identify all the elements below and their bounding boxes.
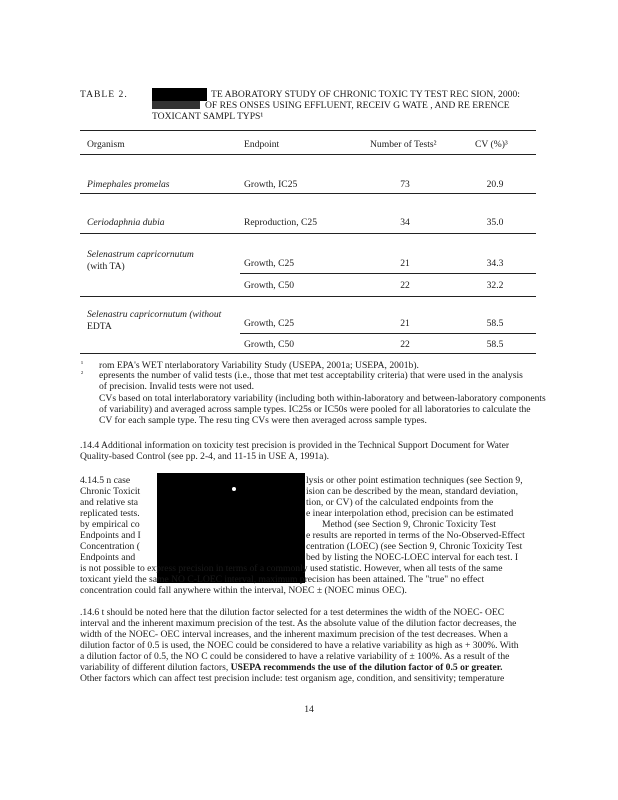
table-label: TABLE 2. [80, 89, 128, 100]
paragraph-4-14-5-line-3a: and relative sta [80, 497, 139, 508]
redaction-block [152, 88, 207, 101]
row-organism: Pimephales promelas [87, 179, 170, 190]
paragraph-4-14-5-line-5a: by empirical co [80, 519, 140, 530]
footnote-3-line-3: CV for each sample type. The resu ting CVs were then averaged across sample types. [99, 415, 427, 426]
row-endpoint: Growth, IC25 [244, 179, 298, 190]
row-endpoint: Growth, C50 [244, 339, 295, 350]
footnote-marker-1: ¹ [81, 360, 84, 368]
table-rule [80, 296, 536, 297]
paragraph-4-14-5-line-6b: e results are reported in terms of the No-Observed-Effect [306, 530, 525, 541]
paragraph-4-14-5-line-1b: lysis or other point estimation techniques (see Section 9, [306, 475, 523, 486]
footnote-2-line-2: of precision. Invalid tests were not used. [99, 381, 255, 392]
table-rule [80, 130, 536, 131]
paragraph-4-14-5-line-8a: Endpoints and [80, 552, 136, 563]
row-tests: 73 [400, 179, 410, 190]
footnote-2-line-1: epresents the number of valid tests (i.e., those that met test acceptability criteria) that were used in the analysis [99, 370, 523, 381]
paragraph-4-14-5-line-2b: ision can be described by the mean, standard deviation, [306, 486, 519, 497]
row-tests: 21 [400, 258, 410, 269]
paragraph-4-14-5-line-2a: Chronic Toxicit [80, 486, 141, 497]
paragraph-4-14-5-line-4b: e inear interpolation ethod, precision can be estimated [306, 508, 514, 519]
row-organism: Selenastrum capricornutum [87, 249, 194, 260]
row-tests: 34 [400, 217, 410, 228]
footnote-1: rom EPA's WET nterlaboratory Variability Study (USEPA, 2001a; USEPA, 2001b). [99, 360, 419, 371]
paragraph-4-14-6-line-1: .14.6 t should be noted here that the dilution factor selected for a test determines the width of the NOEC- OEC [80, 607, 505, 618]
header-endpoint: Endpoint [244, 139, 280, 150]
row-tests: 21 [400, 318, 410, 329]
row-cv: 20.9 [486, 179, 504, 190]
paragraph-4-14-6-line-7: Other factors which can affect test precision include: test organism age, condition, and sensitivity; temperature [80, 673, 505, 684]
paragraph-4-14-5-line-1a: 4.14.5 n case [80, 475, 131, 486]
paragraph-4-14-4-line-1: .14.4 Additional information on toxicity test precision is provided in the Technical Support Document for Water [80, 440, 510, 451]
redaction-block [152, 101, 200, 109]
table-rule [80, 154, 536, 155]
header-cv: CV (%)³ [475, 139, 508, 150]
row-cv: 32.2 [486, 280, 504, 291]
paragraph-4-14-6-line-4: dilution factor of 0.5 is used, the NOEC could be considered to have a relative variability as high as + 300%. With [80, 640, 519, 651]
row-cv: 34.3 [486, 258, 504, 269]
paragraph-4-14-5-line-7b: centration (LOEC) (see Section 9, Chronic Toxicity Test [306, 541, 523, 552]
paragraph-4-14-5-line-5b: Method (see Section 9, Chronic Toxicity Test [322, 519, 496, 530]
table-rule [80, 353, 536, 354]
row-tests: 22 [400, 339, 410, 350]
row-cv: 58.5 [486, 339, 504, 350]
table-caption-line-2: OF RES ONSES USING EFFLUENT, RECEIV G WATE , AND RE ERENCE [205, 100, 510, 111]
recommendation-text: USEPA recommends the use of the dilution factor of 0.5 or greater. [230, 662, 503, 673]
paragraph-4-14-5-line-11: concentration could fall anywhere within the interval, NOEC ± (NOEC minus OEC). [80, 585, 407, 596]
paragraph-4-14-4-line-2: Quality-based Control (see pp. 2-4, and 11-15 in USE A, 1991a). [80, 451, 330, 462]
row-organism-qualifier: EDTA [87, 321, 112, 332]
paragraph-4-14-6-line-6-text: variability of different dilution factors, [80, 662, 231, 673]
row-organism: Ceriodaphnia dubia [87, 217, 165, 228]
row-endpoint: Reproduction, C25 [244, 217, 318, 228]
table-rule [240, 333, 536, 334]
row-endpoint: Growth, C25 [244, 258, 295, 269]
table-rule [80, 193, 536, 194]
paragraph-4-14-6-line-2: interval and the inherent maximum precision of the test. As the absolute value of the dilution factor decreases, the [80, 618, 517, 629]
row-endpoint: Growth, C50 [244, 280, 295, 291]
header-number-of-tests: Number of Tests² [370, 139, 437, 150]
table-rule [240, 273, 536, 274]
footnote-3-line-1: CVs based on total interlaboratory variability (including both within-laboratory and between-laboratory components [99, 393, 546, 404]
row-cv: 58.5 [486, 318, 504, 329]
table-caption-line-3: TOXICANT SAMPL TYPS¹ [152, 111, 264, 122]
paragraph-4-14-5-line-8b: bed by listing the NOEC-LOEC interval for each test. I [306, 552, 519, 563]
page-number: 14 [304, 704, 314, 715]
header-organism: Organism [87, 139, 125, 150]
row-tests: 22 [400, 280, 410, 291]
row-organism: Selenastru capricornutum (without [87, 309, 222, 320]
row-organism-qualifier: (with TA) [87, 261, 125, 272]
paragraph-4-14-5-line-4a: replicated tests. [80, 508, 140, 519]
row-endpoint: Growth, C25 [244, 318, 295, 329]
paragraph-4-14-6-line-5: a dilution factor of 0.5, the NO C could be considered to have a relative variability of ± 100%. As a result of the [80, 651, 510, 662]
paragraph-4-14-5-line-6a: Endpoints and I [80, 530, 141, 541]
paragraph-4-14-5-line-10: toxicant yield the same NO C-LOEC interval, maximum precision has been attained. The "true" no effect [80, 574, 485, 585]
redaction-artifact [232, 487, 236, 491]
row-cv: 35.0 [486, 217, 504, 228]
paragraph-4-14-5-line-3b: tion, or CV) of the calculated endpoints from the [306, 497, 494, 508]
paragraph-4-14-5-line-9: is not possible to express precision in terms of a commonly used statistic. However, when all tests of the same [80, 563, 503, 574]
footnote-3-line-2: of variability) and averaged across sample types. IC25s or IC50s were pooled for all laboratories to calculate the [99, 404, 531, 415]
paragraph-4-14-6-line-3: width of the NOEC- OEC interval increases, and the inherent maximum precision of the test decreases. When a [80, 629, 508, 640]
paragraph-4-14-5-line-7a: Concentration ( [80, 541, 140, 552]
table-caption-line-1: TE ABORATORY STUDY OF CHRONIC TOXIC TY TEST REC SION, 2000: [211, 89, 520, 100]
table-rule [80, 233, 536, 234]
footnote-marker-2: ² [81, 370, 84, 378]
